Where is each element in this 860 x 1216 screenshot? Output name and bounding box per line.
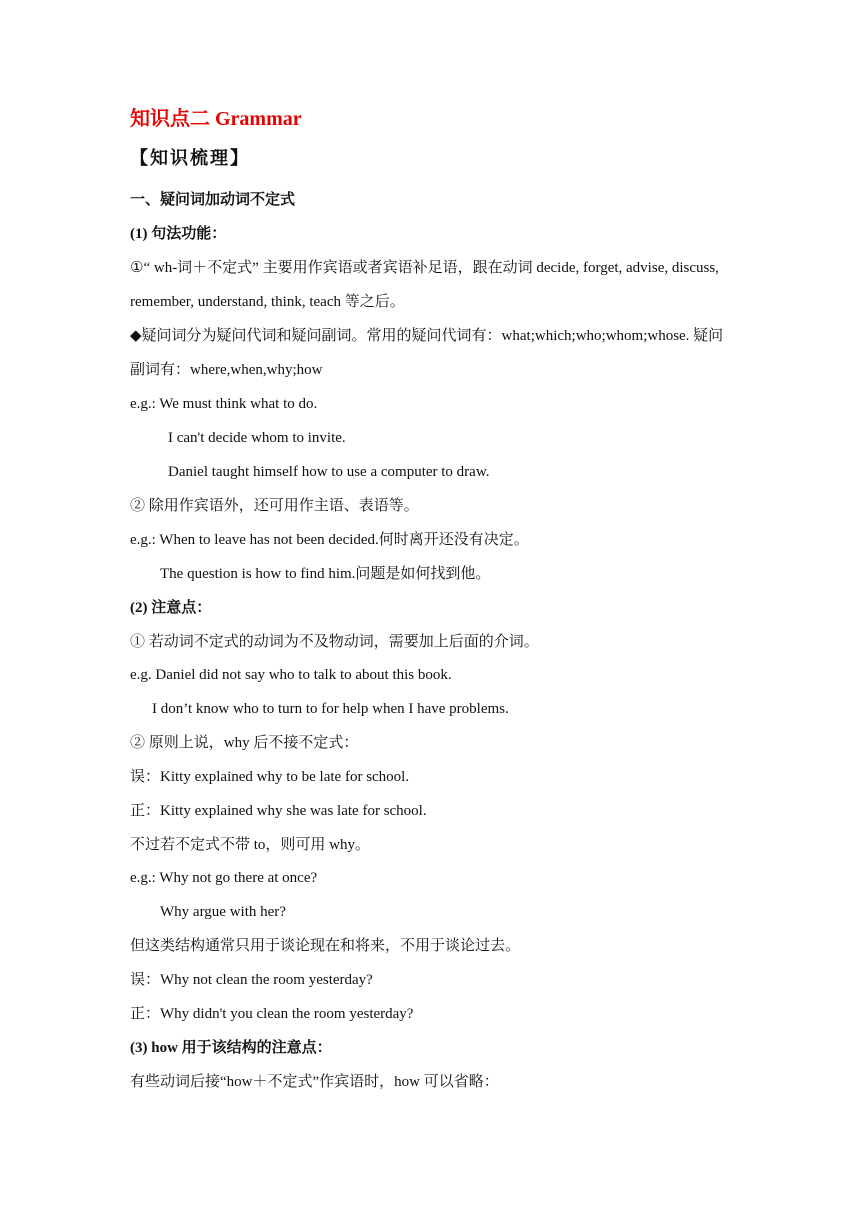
example-line: 正：Why didn't you clean the room yesterday? bbox=[130, 1006, 414, 1022]
example-line: The question is how to find him.问题是如何找到他。 bbox=[160, 566, 491, 582]
example-line: I don’t know who to turn to for help when I have problems. bbox=[152, 701, 509, 717]
example-line: e.g.: We must think what to do. bbox=[130, 396, 318, 412]
point-heading: (2) 注意点： bbox=[130, 600, 212, 616]
paragraph-line: 但这类结构通常只用于谈论现在和将来，不用于谈论过去。 bbox=[130, 938, 521, 954]
example-line: e.g. Daniel did not say who to talk to about this book. bbox=[130, 667, 452, 683]
page-title: 知识点二 Grammar bbox=[130, 108, 302, 130]
point-heading: (1) 句法功能： bbox=[130, 226, 227, 242]
point-heading: (3) how 用于该结构的注意点： bbox=[130, 1040, 332, 1056]
paragraph-line: 有些动词后接“how＋不定式”作宾语时，how 可以省略： bbox=[130, 1074, 499, 1090]
paragraph-line: ② 除用作宾语外，还可用作主语、表语等。 bbox=[130, 498, 419, 514]
example-line: 误：Kitty explained why to be late for school. bbox=[130, 769, 410, 785]
paragraph-line: 副词有：where,when,why;how bbox=[130, 362, 323, 378]
subsection-heading: 一、疑问词加动词不定式 bbox=[130, 192, 296, 208]
paragraph-line: 不过若不定式不带 to，则可用 why。 bbox=[130, 837, 371, 853]
example-line: I can't decide whom to invite. bbox=[168, 430, 346, 446]
section-heading: 【知识梳理】 bbox=[130, 148, 250, 168]
example-line: Why argue with her? bbox=[160, 904, 286, 920]
example-line: e.g.: Why not go there at once? bbox=[130, 870, 318, 886]
paragraph-line: ①“ wh-词＋不定式” 主要用作宾语或者宾语补足语，跟在动词 decide, forget, advise, discuss, bbox=[130, 260, 719, 276]
paragraph-line: ① 若动词不定式的动词为不及物动词，需要加上后面的介词。 bbox=[130, 634, 539, 650]
paragraph-line: remember, understand, think, teach 等之后。 bbox=[130, 294, 405, 310]
example-line: Daniel taught himself how to use a computer to draw. bbox=[168, 464, 490, 480]
example-line: e.g.: When to leave has not been decided.何时离开还没有决定。 bbox=[130, 532, 529, 548]
paragraph-line: ◆疑问词分为疑问代词和疑问副词。常用的疑问代词有：what;which;who;whom;whose. 疑问 bbox=[130, 328, 724, 344]
example-line: 正：Kitty explained why she was late for school. bbox=[130, 803, 427, 819]
example-line: 误：Why not clean the room yesterday? bbox=[130, 972, 373, 988]
paragraph-line: ② 原则上说，why 后不接不定式： bbox=[130, 735, 359, 751]
